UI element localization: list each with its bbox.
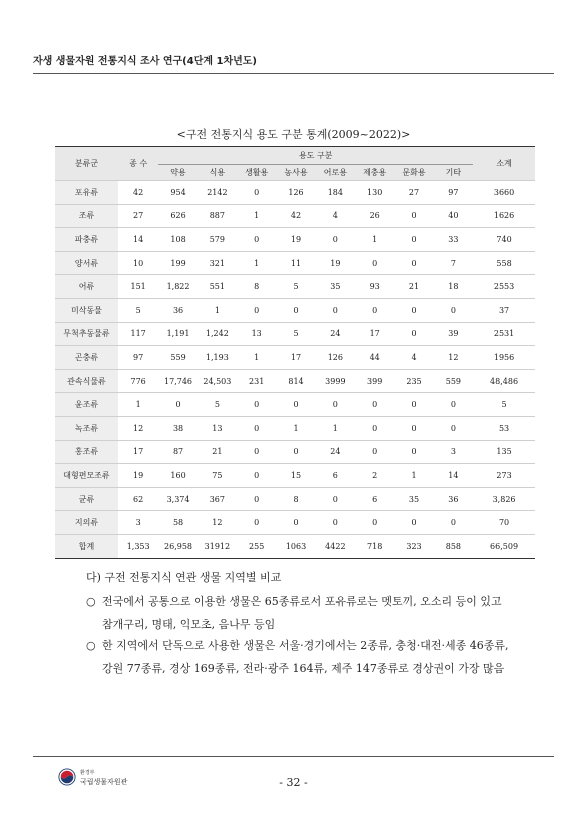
value-cell: 0: [237, 298, 276, 322]
value-cell: 1,191: [158, 322, 197, 346]
value-cell: 0: [355, 440, 394, 464]
value-cell: 19: [118, 464, 158, 488]
value-cell: 93: [355, 275, 394, 299]
value-cell: 126: [276, 181, 315, 205]
table-row: [55, 511, 535, 535]
value-cell: 18: [434, 275, 473, 299]
value-cell: 2142: [198, 181, 237, 205]
value-cell: 0: [276, 393, 315, 417]
group-name-cell: 어류: [55, 275, 118, 299]
value-cell: 75: [198, 464, 237, 488]
value-cell: 0: [355, 511, 394, 535]
header-use-category: 농사용: [276, 165, 315, 181]
value-cell: 26: [355, 204, 394, 228]
value-cell: 48,486: [473, 369, 535, 393]
value-cell: 12: [198, 511, 237, 535]
value-cell: 36: [158, 298, 197, 322]
bullet-text: 강원 77종류, 경상 169종류, 전라·광주 164류, 제주 147종류로 경상권이 가장 많음: [102, 662, 505, 675]
value-cell: 19: [276, 228, 315, 252]
value-cell: 97: [434, 181, 473, 205]
value-cell: 38: [158, 416, 197, 440]
value-cell: 70: [473, 511, 535, 535]
header-use-category: 식용: [198, 165, 237, 181]
group-name-cell: 조류: [55, 204, 118, 228]
value-cell: 1: [355, 228, 394, 252]
value-cell: 13: [198, 416, 237, 440]
group-name-cell: 균류: [55, 487, 118, 511]
value-cell: 10: [118, 251, 158, 275]
value-cell: 19: [316, 251, 355, 275]
value-cell: 0: [355, 298, 394, 322]
header-use-category: 약용: [158, 165, 197, 181]
value-cell: 4: [316, 204, 355, 228]
value-cell: 858: [434, 534, 473, 558]
table-row: [55, 369, 535, 393]
value-cell: 35: [394, 487, 433, 511]
value-cell: 97: [118, 346, 158, 370]
header-species-count: 종 수: [118, 147, 158, 181]
value-cell: 24,503: [198, 369, 237, 393]
value-cell: 27: [394, 181, 433, 205]
value-cell: 0: [434, 393, 473, 417]
value-cell: 814: [276, 369, 315, 393]
value-cell: 0: [316, 511, 355, 535]
value-cell: 0: [394, 440, 433, 464]
group-name-cell: 양서류: [55, 251, 118, 275]
total-row: [55, 534, 535, 558]
value-cell: 0: [434, 416, 473, 440]
table-row: [55, 322, 535, 346]
value-cell: 321: [198, 251, 237, 275]
bullet-text: 참개구리, 명태, 익모초, 음나무 등임: [102, 618, 276, 631]
header-use-category: 문화용: [394, 165, 433, 181]
value-cell: 6: [316, 464, 355, 488]
value-cell: 35: [316, 275, 355, 299]
value-cell: 135: [473, 440, 535, 464]
value-cell: 11: [276, 251, 315, 275]
value-cell: 33: [434, 228, 473, 252]
table-row: [55, 181, 535, 205]
value-cell: 42: [276, 204, 315, 228]
value-cell: 0: [237, 511, 276, 535]
bullet-mark: ○: [86, 595, 96, 608]
value-cell: 0: [316, 487, 355, 511]
header-use-category: 어로용: [316, 165, 355, 181]
value-cell: 0: [394, 298, 433, 322]
value-cell: 776: [118, 369, 158, 393]
value-cell: 551: [198, 275, 237, 299]
value-cell: 0: [394, 251, 433, 275]
value-cell: 4422: [316, 534, 355, 558]
value-cell: 1: [237, 251, 276, 275]
value-cell: 5: [276, 275, 315, 299]
value-cell: 558: [473, 251, 535, 275]
value-cell: 559: [434, 369, 473, 393]
value-cell: 0: [276, 440, 315, 464]
value-cell: 1063: [276, 534, 315, 558]
table-row: [55, 228, 535, 252]
header-subtotal: 소계: [473, 147, 535, 181]
value-cell: 3: [434, 440, 473, 464]
value-cell: 0: [316, 298, 355, 322]
value-cell: 1: [316, 416, 355, 440]
value-cell: 3660: [473, 181, 535, 205]
value-cell: 58: [158, 511, 197, 535]
value-cell: 42: [118, 181, 158, 205]
value-cell: 0: [237, 416, 276, 440]
group-name-cell: 무척추동물류: [55, 322, 118, 346]
value-cell: 151: [118, 275, 158, 299]
value-cell: 0: [434, 511, 473, 535]
group-name-cell: 미삭동물: [55, 298, 118, 322]
value-cell: 2531: [473, 322, 535, 346]
institution-name: 국립생물자원관: [80, 778, 128, 786]
table-row: [55, 393, 535, 417]
value-cell: 24: [316, 322, 355, 346]
value-cell: 740: [473, 228, 535, 252]
value-cell: 0: [355, 251, 394, 275]
header-use-category: 기타: [434, 165, 473, 181]
value-cell: 12: [434, 346, 473, 370]
value-cell: 3999: [316, 369, 355, 393]
value-cell: 0: [158, 393, 197, 417]
value-cell: 1: [237, 346, 276, 370]
bullet-text: 전국에서 공통으로 이용한 생물은 65종류로서 포유류로는 멧토끼, 오소리 등이 있고: [102, 595, 502, 608]
value-cell: 0: [237, 181, 276, 205]
bullet-common-species: [86, 590, 526, 636]
value-cell: 0: [237, 393, 276, 417]
value-cell: 1,193: [198, 346, 237, 370]
value-cell: 1956: [473, 346, 535, 370]
value-cell: 399: [355, 369, 394, 393]
value-cell: 6: [355, 487, 394, 511]
value-cell: 66,509: [473, 534, 535, 558]
bullet-mark: ○: [86, 639, 96, 652]
value-cell: 579: [198, 228, 237, 252]
value-cell: 0: [355, 393, 394, 417]
value-cell: 8: [276, 487, 315, 511]
header-uses: 용도 구분: [158, 147, 473, 165]
group-name-cell: 지의류: [55, 511, 118, 535]
value-cell: 14: [434, 464, 473, 488]
bullet-text: 한 지역에서 단독으로 사용한 생물은 서울·경기에서는 2종류, 충청·대전·세종 46종류,: [102, 639, 509, 652]
value-cell: 559: [158, 346, 197, 370]
value-cell: 12: [118, 416, 158, 440]
value-cell: 323: [394, 534, 433, 558]
value-cell: 3,374: [158, 487, 197, 511]
value-cell: 0: [237, 228, 276, 252]
value-cell: 199: [158, 251, 197, 275]
value-cell: 367: [198, 487, 237, 511]
value-cell: 0: [355, 416, 394, 440]
value-cell: 53: [473, 416, 535, 440]
bullet-regional-species: [86, 634, 526, 680]
value-cell: 108: [158, 228, 197, 252]
value-cell: 17: [118, 440, 158, 464]
value-cell: 0: [276, 298, 315, 322]
value-cell: 1: [276, 416, 315, 440]
value-cell: 44: [355, 346, 394, 370]
section-title: 다) 구전 전통지식 연관 생물 지역별 비교: [86, 571, 282, 584]
group-name-cell: 대형편모조류: [55, 464, 118, 488]
value-cell: 26,958: [158, 534, 197, 558]
table-row: [55, 204, 535, 228]
value-cell: 1,242: [198, 322, 237, 346]
value-cell: 14: [118, 228, 158, 252]
value-cell: 0: [434, 298, 473, 322]
value-cell: 231: [237, 369, 276, 393]
value-cell: 117: [118, 322, 158, 346]
value-cell: 0: [316, 228, 355, 252]
value-cell: 4: [394, 346, 433, 370]
value-cell: 0: [394, 204, 433, 228]
group-name-cell: 합계: [55, 534, 118, 558]
value-cell: 0: [394, 322, 433, 346]
value-cell: 235: [394, 369, 433, 393]
table-row: [55, 416, 535, 440]
value-cell: 184: [316, 181, 355, 205]
header-divider: [33, 73, 554, 74]
value-cell: 17: [276, 346, 315, 370]
value-cell: 8: [237, 275, 276, 299]
group-name-cell: 파충류: [55, 228, 118, 252]
value-cell: 1,353: [118, 534, 158, 558]
value-cell: 626: [158, 204, 197, 228]
table-row: [55, 251, 535, 275]
page-number: - 32 -: [279, 776, 308, 789]
value-cell: 87: [158, 440, 197, 464]
value-cell: 2: [355, 464, 394, 488]
footer-divider: [33, 756, 554, 757]
value-cell: 0: [237, 440, 276, 464]
value-cell: 17: [355, 322, 394, 346]
value-cell: 17,746: [158, 369, 197, 393]
value-cell: 3: [118, 511, 158, 535]
value-cell: 718: [355, 534, 394, 558]
table-row: [55, 464, 535, 488]
table-row: [55, 440, 535, 464]
value-cell: 954: [158, 181, 197, 205]
header-group: 분류군: [55, 147, 118, 181]
value-cell: 160: [158, 464, 197, 488]
value-cell: 1,822: [158, 275, 197, 299]
value-cell: 36: [434, 487, 473, 511]
value-cell: 0: [276, 511, 315, 535]
group-name-cell: 녹조류: [55, 416, 118, 440]
header-use-category: 제충용: [355, 165, 394, 181]
value-cell: 126: [316, 346, 355, 370]
table-row: [55, 275, 535, 299]
value-cell: 21: [394, 275, 433, 299]
value-cell: 37: [473, 298, 535, 322]
value-cell: 21: [198, 440, 237, 464]
usage-statistics-table: [55, 146, 535, 559]
value-cell: 0: [394, 416, 433, 440]
table-row: [55, 346, 535, 370]
value-cell: 31912: [198, 534, 237, 558]
value-cell: 24: [316, 440, 355, 464]
value-cell: 40: [434, 204, 473, 228]
value-cell: 7: [434, 251, 473, 275]
ministry-label: 환경부: [80, 770, 95, 776]
value-cell: 62: [118, 487, 158, 511]
value-cell: 1: [118, 393, 158, 417]
group-name-cell: 윤조류: [55, 393, 118, 417]
value-cell: 255: [237, 534, 276, 558]
running-header: 자생 생물자원 전통지식 조사 연구(4단계 1차년도): [33, 56, 258, 67]
value-cell: 0: [237, 464, 276, 488]
group-name-cell: 포유류: [55, 181, 118, 205]
group-name-cell: 관속식물류: [55, 369, 118, 393]
value-cell: 1: [198, 298, 237, 322]
value-cell: 39: [434, 322, 473, 346]
value-cell: 15: [276, 464, 315, 488]
value-cell: 273: [473, 464, 535, 488]
value-cell: 0: [237, 487, 276, 511]
value-cell: 130: [355, 181, 394, 205]
table-caption: <구전 전통지식 용도 구분 통계(2009~2022)>: [176, 128, 411, 141]
table-row: [55, 487, 535, 511]
value-cell: 0: [394, 511, 433, 535]
value-cell: 2553: [473, 275, 535, 299]
value-cell: 1626: [473, 204, 535, 228]
header-use-category: 생활용: [237, 165, 276, 181]
value-cell: 887: [198, 204, 237, 228]
group-name-cell: 홍조류: [55, 440, 118, 464]
table-row: [55, 298, 535, 322]
value-cell: 5: [198, 393, 237, 417]
value-cell: 5: [473, 393, 535, 417]
value-cell: 5: [118, 298, 158, 322]
value-cell: 5: [276, 322, 315, 346]
value-cell: 0: [394, 228, 433, 252]
value-cell: 0: [316, 393, 355, 417]
value-cell: 27: [118, 204, 158, 228]
value-cell: 13: [237, 322, 276, 346]
group-name-cell: 곤충류: [55, 346, 118, 370]
value-cell: 0: [394, 393, 433, 417]
value-cell: 1: [394, 464, 433, 488]
value-cell: 3,826: [473, 487, 535, 511]
value-cell: 1: [237, 204, 276, 228]
